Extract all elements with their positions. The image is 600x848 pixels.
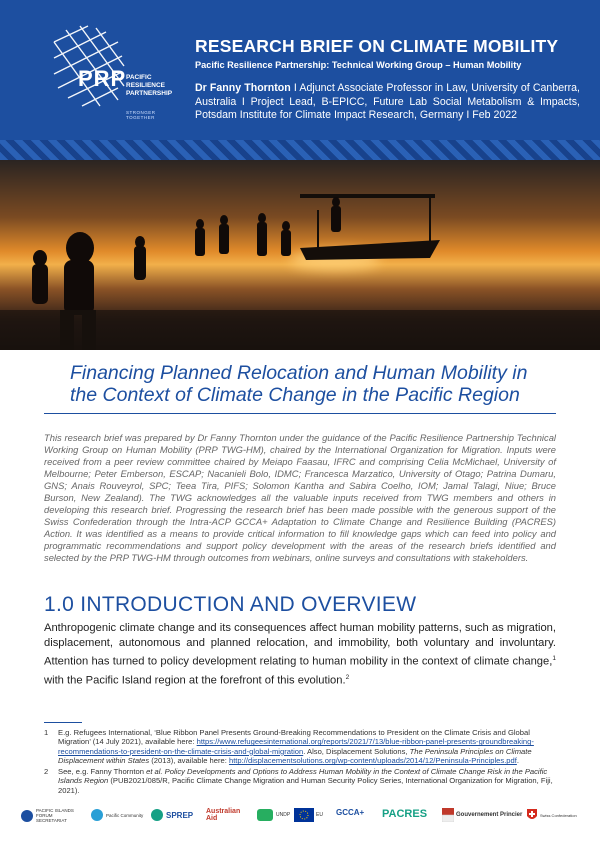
logo-pifs: PACIFIC ISLANDS FORUM SECRETARIAT: [20, 808, 76, 823]
section-heading: 1.0 INTRODUCTION AND OVERVIEW: [44, 593, 417, 616]
footnote-divider: [44, 722, 82, 723]
prp-logo: [48, 22, 178, 122]
header-banner: [0, 0, 600, 160]
footnote-number: 1: [44, 728, 49, 737]
logo-pacres: PACRES: [382, 808, 428, 820]
footnote-link-refugees-intl[interactable]: https://www.refugeesinternational.org/reports/2021/7/13/blue-ribbon-panel-presents-groundbreaking-recommendations-to-president-on-the-climate-crisis-and-global-migration: [58, 737, 534, 756]
author-affiliation: I Adjunct Associate Professor in Law, University of Canberra, Australia I Project Lead, B-EPICC, Future Lab Social Metabolism & Impacts, Potsdam Institute for Climate Impact Research, Germany I Feb 2022: [195, 82, 580, 121]
brief-subtitle: Pacific Resilience Partnership: Technical Working Group – Human Mobility: [195, 60, 522, 70]
logo-monaco-government: Gouvernement Princier: [442, 808, 522, 822]
logo-gcca-plus: GCCA+: [336, 808, 365, 817]
logo-tagline: STRONGER TOGETHER: [126, 110, 156, 120]
footnote-ref-1[interactable]: 1: [552, 655, 556, 662]
acknowledgement-paragraph: This research brief was prepared by Dr Fanny Thornton under the guidance of the Pacific Resilience Partnership Technical Working Group on Human Mobility (PRP TWG-HM), chaired by the International Organization for Migration. Inputs were received from a peer review committee chaired by Meiapo Faasau, IFRC and comprising Celia McMichael, University of Melbourne; Peter Emberson, ESCAP; Nacanieli Bolo, IDMC; Francesca Marzatico, University of Otago; Patrina Dumaru, GNS; Anais Rouveyrol, SPC; Teea Tira, PIFS; Solomon Kantha and Sabira Coelho, IOM; Jamal Talagi, Niue; Bruce Burson, New Zealand). The TWG acknowledges all the valuable inputs received from TWG members and others in developing this research brief. Progressing the research brief has been made possible with the generous support of the Swiss Confederation through the Intra-ACP GCCA+ Adaptation to Climate Change and Resilience Building (PACRES) Action. It was identified as a means to provide critical information to fill knowledge gaps which can feed into policy and programmatic recommendations and support policy development with the areas of the research briefs identified and selected by the PRP TWG-HM through outcomes from webinars, online surveys and consultations with stakeholders.: [44, 432, 556, 563]
footnote-link-peninsula-principles[interactable]: http://displacementsolutions.org/wp-content/uploads/2014/12/Peninsula-Principles.pdf: [228, 756, 517, 766]
author-credit: [195, 82, 580, 123]
partner-logos-strip: [20, 800, 585, 840]
document-title: Financing Planned Relocation and Human Mobility in the Context of Climate Change in the Pacific Region: [70, 362, 528, 406]
logo-swiss-confederation: Swiss Confederation: [526, 808, 577, 822]
logo-sprep: SPREP: [150, 808, 193, 822]
header-pattern: [0, 140, 600, 160]
title-divider: [44, 413, 556, 414]
footnote-ref-2[interactable]: 2: [345, 673, 350, 681]
body-paragraph: Anthropogenic climate change and its consequences affect human mobility patterns, such as migration, displacement, autonomous and planned relocation, and immobility, both voluntary and involuntary. Attention has turned to policy development relating to human mobility in the context of climate change,$^1$ with the Pacific Island region at the forefront of this evolution.$^2$: [44, 622, 556, 687]
footnote-2: 2 See, e.g. Fanny Thornton et al. Policy Developments and Options to Address Human Mobility in the Context of Climate Change Risk in the Pacific Islands Region (PUB2021/085/R, Pacific Climate Change Migration and Human Security Policy Series, International Organization for Migration, Fiji, 2021).: [44, 767, 553, 795]
cover-photo: [0, 160, 600, 350]
logo-australian-aid: Australian Aid: [206, 808, 241, 822]
footnote-1: 1 E.g. Refugees International, ‘Blue Ribbon Panel Presents Ground-Breaking Recommendations to President on the Climate Crisis and Global Migration’ (14 July 2021), available here: https://www.refugeesinternational.org/reports/2021/7/13/blue-ribbon-panel-presents-groundbreaking-recommendations-to-president-on-the-climate-crisis-and-global-migration. Also, Displacement Solutions, The Peninsula Principles on Climate Displacement within States (2013), available here: http://displacementsolutions.org/wp-content/uploads/2014/12/Peninsula-Principles.pdf.: [44, 728, 534, 766]
author-name: Dr Fanny Thornton: [195, 82, 291, 94]
footnote-number: 2: [44, 767, 49, 776]
logo-acronym: PRP: [78, 66, 127, 91]
brief-series-title: RESEARCH BRIEF ON CLIMATE MOBILITY: [195, 36, 559, 56]
logo-spc: Pacific Community: [90, 808, 143, 822]
logo-undp: UNDP: [256, 808, 290, 822]
logo-eu-flag: EU: [294, 808, 323, 822]
logo-name: PACIFIC RESILIENCE PARTNERSHIP: [126, 74, 173, 97]
silhouette-scene: [0, 160, 600, 350]
